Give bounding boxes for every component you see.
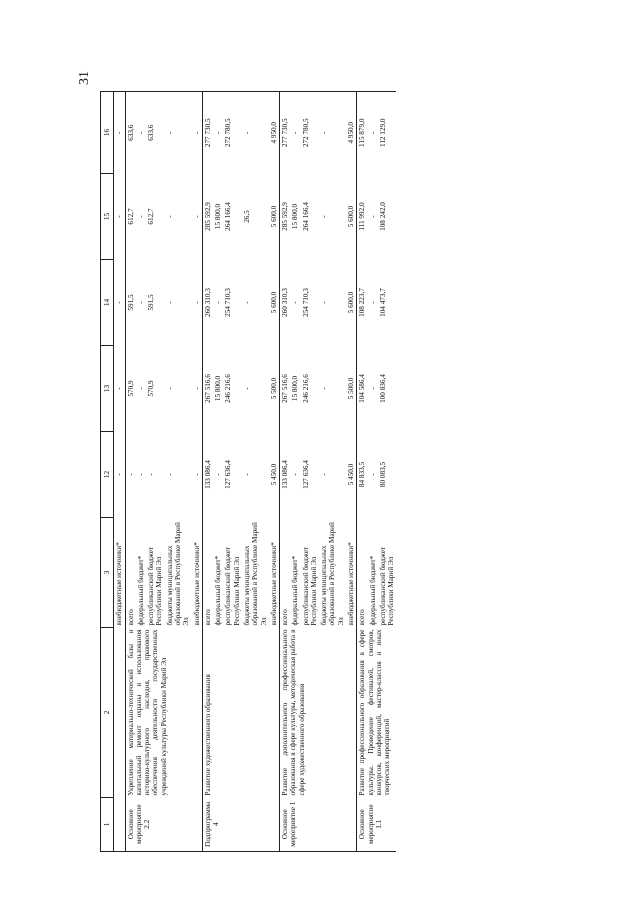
header-col-12: 12 bbox=[101, 432, 114, 518]
value-cell: - bbox=[320, 473, 329, 476]
funding-source: всего bbox=[202, 518, 213, 628]
value-cell: - bbox=[165, 473, 174, 476]
funding-source: внебюджетные источники* bbox=[114, 518, 125, 628]
value-cell: 285 592,9 bbox=[280, 174, 291, 260]
value-cell: 260 310,3 bbox=[280, 260, 291, 346]
value-cell: - bbox=[291, 301, 300, 304]
funding-source: внебюджетные источники* bbox=[347, 542, 356, 626]
funding-source: внебюджетные источники* bbox=[192, 542, 201, 626]
value-cell: - bbox=[242, 473, 251, 476]
row-name: Развитие дополнительного профессионального образования в сфере культуры, методическая работа в сфере художественного образования bbox=[280, 628, 357, 798]
funding-source: федеральный бюджет* bbox=[136, 555, 145, 626]
value-cell: 633,6 bbox=[125, 92, 136, 174]
value-cell: 104 586,4 bbox=[357, 346, 368, 432]
value-cell: - bbox=[114, 174, 125, 260]
value-cell: 5 450,0 bbox=[269, 463, 278, 486]
row-name bbox=[114, 628, 125, 798]
funding-source: внебюджетные источники* bbox=[269, 542, 278, 626]
funding-source: республиканский бюджет Республики Марий Эл bbox=[147, 546, 164, 626]
value-cell: - bbox=[320, 301, 329, 304]
header-col-2: 2 bbox=[101, 628, 114, 798]
value-cell: - bbox=[368, 215, 377, 218]
value-cell: - bbox=[368, 301, 377, 304]
value-cell: - bbox=[125, 432, 136, 518]
value-cell: 246 216,6 bbox=[301, 374, 310, 403]
value-cell: - bbox=[114, 92, 125, 174]
value-cell: - bbox=[165, 301, 174, 304]
value-cell: 5 600,0 bbox=[347, 291, 356, 314]
value-cell: 612,7 bbox=[125, 174, 136, 260]
value-cell: 15 800,0 bbox=[291, 203, 300, 230]
table-header-row bbox=[101, 92, 114, 852]
value-cell: 5 600,0 bbox=[269, 291, 278, 314]
value-cell: 591,5 bbox=[125, 260, 136, 346]
value-cell: - bbox=[192, 387, 201, 390]
value-cell: 5 450,0 bbox=[347, 463, 356, 486]
funding-source: бюджеты муниципальных образований в Республике Марий Эл bbox=[320, 522, 345, 626]
value-cell: - bbox=[192, 92, 203, 174]
value-cell: 15 800,0 bbox=[214, 203, 223, 230]
table-row bbox=[280, 92, 291, 852]
value-cell: - bbox=[319, 92, 346, 174]
value-cell: - bbox=[242, 301, 251, 304]
funding-source: республиканский бюджет Республики Марий Эл bbox=[378, 546, 396, 626]
value-cell: - bbox=[214, 301, 223, 304]
funding-source: всего bbox=[125, 518, 136, 628]
value-cell: 111 992,0 bbox=[357, 174, 368, 260]
row-code: Основное мероприятие 1.1 bbox=[357, 798, 397, 852]
value-cell: 264 166,4 bbox=[301, 202, 310, 231]
value-cell: 612,7 bbox=[147, 208, 156, 225]
row-code: Основное мероприятие 2.2 bbox=[125, 798, 202, 852]
header-col-13: 13 bbox=[101, 346, 114, 432]
funding-source: федеральный бюджет* bbox=[214, 555, 223, 626]
value-cell: 5 600,0 bbox=[269, 205, 278, 228]
rotated-table-container bbox=[100, 92, 520, 852]
value-cell: 246 216,6 bbox=[224, 374, 233, 403]
value-cell: - bbox=[114, 260, 125, 346]
row-code: Подпрограмма 4 bbox=[202, 798, 279, 852]
value-cell: - bbox=[214, 473, 223, 476]
value-cell: 84 833,5 bbox=[357, 432, 368, 518]
value-cell: 260 310,3 bbox=[202, 260, 213, 346]
header-col-1: 1 bbox=[101, 798, 114, 852]
funding-source: бюджеты муниципальных образований в Республике Марий Эл bbox=[242, 522, 268, 626]
funding-source: республиканский бюджет Республики Марий Эл bbox=[224, 546, 241, 626]
table-row bbox=[202, 92, 213, 852]
funding-source: республиканский бюджет Республики Марий Эл bbox=[301, 546, 318, 626]
page-number: 31 bbox=[77, 71, 92, 85]
row-name: Развитие художественного образования bbox=[202, 628, 279, 798]
value-cell: - bbox=[114, 346, 125, 432]
value-cell: 591,5 bbox=[147, 294, 156, 311]
value-cell: 26,5 bbox=[242, 210, 251, 223]
value-cell: - bbox=[213, 92, 223, 174]
funding-source: всего bbox=[280, 518, 291, 628]
value-cell: 254 710,3 bbox=[224, 288, 233, 317]
value-cell: 108 223,7 bbox=[357, 260, 368, 346]
value-cell: 254 710,3 bbox=[301, 288, 310, 317]
header-col-16: 16 bbox=[101, 92, 114, 174]
value-cell: 127 636,4 bbox=[224, 460, 233, 489]
value-cell: 5 500,0 bbox=[347, 377, 356, 400]
value-cell: 100 836,4 bbox=[378, 374, 387, 403]
value-cell: 277 730,5 bbox=[280, 92, 291, 174]
table-row bbox=[114, 92, 125, 852]
value-cell: 104 473,7 bbox=[378, 288, 387, 317]
value-cell: 133 086,4 bbox=[202, 432, 213, 518]
header-col-15: 15 bbox=[101, 174, 114, 260]
table-row bbox=[125, 92, 136, 852]
value-cell: 285 592,9 bbox=[202, 174, 213, 260]
funding-source: бюджеты муниципальных образований в Республике Марий Эл bbox=[165, 522, 191, 626]
value-cell: 264 166,4 bbox=[224, 202, 233, 231]
value-cell: 115 879,0 bbox=[357, 92, 368, 174]
value-cell: 272 780,5 bbox=[223, 92, 242, 174]
value-cell: 4 950,0 bbox=[269, 92, 280, 174]
funding-source: всего bbox=[357, 518, 368, 628]
table-row bbox=[357, 92, 368, 852]
value-cell: - bbox=[114, 432, 125, 518]
row-code: Основное мероприятие 1 bbox=[280, 798, 357, 852]
value-cell: - bbox=[147, 473, 156, 476]
value-cell: 15 800,0 bbox=[214, 375, 223, 402]
value-cell: 15 800,0 bbox=[291, 375, 300, 402]
value-cell: - bbox=[368, 92, 378, 174]
value-cell: - bbox=[291, 473, 300, 476]
value-cell: 272 780,5 bbox=[301, 92, 320, 174]
value-cell: 80 083,5 bbox=[378, 461, 387, 488]
value-cell: - bbox=[136, 473, 145, 476]
value-cell: - bbox=[136, 387, 145, 390]
value-cell: - bbox=[165, 92, 192, 174]
value-cell: 5 500,0 bbox=[269, 377, 278, 400]
value-cell: - bbox=[368, 387, 377, 390]
value-cell: - bbox=[165, 387, 174, 390]
value-cell: 108 242,0 bbox=[378, 202, 387, 231]
value-cell: 5 600,0 bbox=[347, 205, 356, 228]
value-cell: 112 129,0 bbox=[378, 92, 397, 174]
value-cell: - bbox=[368, 473, 377, 476]
value-cell: - bbox=[192, 301, 201, 304]
header-col-3: 3 bbox=[101, 518, 114, 628]
value-cell: - bbox=[242, 387, 251, 390]
value-cell: 277 730,5 bbox=[202, 92, 213, 174]
value-cell: - bbox=[165, 215, 174, 218]
value-cell: - bbox=[290, 92, 300, 174]
value-cell: 127 636,4 bbox=[301, 460, 310, 489]
value-cell: - bbox=[242, 92, 269, 174]
value-cell: 267 516,6 bbox=[202, 346, 213, 432]
value-cell: - bbox=[136, 301, 145, 304]
value-cell: 570,9 bbox=[147, 380, 156, 397]
row-name: Развитие профессионального образования в сфере культуры. Проведение фестивалей, смотров, конкурсов, конференций, мастер-классов и иных творческих мероприятий bbox=[357, 628, 397, 798]
value-cell: - bbox=[320, 387, 329, 390]
budget-table bbox=[100, 91, 396, 852]
header-col-14: 14 bbox=[101, 260, 114, 346]
row-name: Укрепление материально-технической базы и капитальный ремонт охраны и использования историко-культурного наследия, правового обеспечения деятельности государственных учреждений культуры Республики Марий Эл bbox=[125, 628, 202, 798]
value-cell: - bbox=[192, 473, 201, 476]
value-cell: 4 950,0 bbox=[346, 92, 357, 174]
value-cell: 570,9 bbox=[125, 346, 136, 432]
value-cell: - bbox=[192, 215, 201, 218]
table-body bbox=[114, 92, 397, 852]
funding-source: федеральный бюджет* bbox=[368, 555, 377, 626]
value-cell: 133 086,4 bbox=[280, 432, 291, 518]
value-cell: 633,6 bbox=[146, 92, 165, 174]
value-cell: - bbox=[320, 215, 329, 218]
row-code bbox=[114, 798, 125, 852]
value-cell: - bbox=[136, 215, 145, 218]
value-cell: 267 516,6 bbox=[280, 346, 291, 432]
value-cell: - bbox=[136, 92, 146, 174]
funding-source: федеральный бюджет* bbox=[291, 555, 300, 626]
